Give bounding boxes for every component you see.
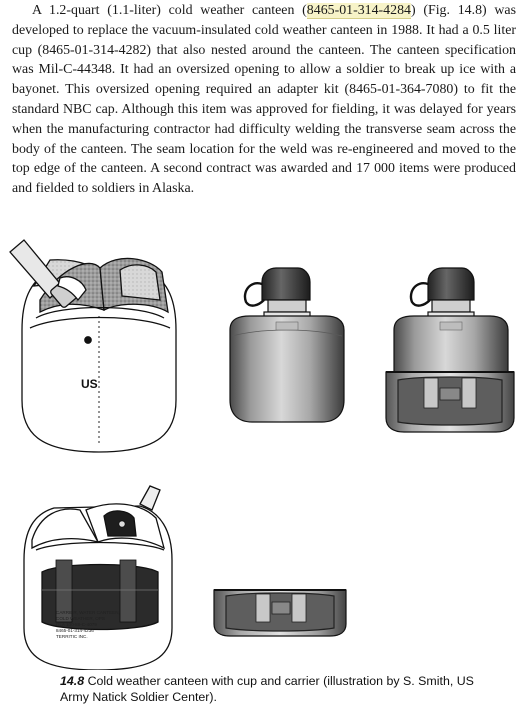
paragraph-text-rest: ) (Fig. 14.8) was developed to replace the vacuum-insulated cold weather canteen in 1988. It had a 0.5 liter cup (8465-01-314-4282) that also nested around the canteen. The canteen specification was Mil-C-44348. It had an oversized opening to allow a soldier to break up ice with a bayonet. This oversized opening required an adapter kit (8465-01-364-7080) to fit the standard NBC cap. Although this item was approved for fielding, it was delayed for years when the manufacturing contractor had difficulty welding the transverse seam across the body of the canteen. The seam location for the weld was re-engineered and moved to the top edge of the canteen. A second contract was awarded and 17 000 items were produced and fielded to soldiers in Alaska.	[12, 3, 516, 197]
carrier-front-illustration	[10, 240, 176, 452]
carrier-rear-illustration	[24, 486, 172, 670]
carrier-label-line-4: 8465-01-314-4236	[56, 628, 94, 633]
body-paragraph	[12, 1, 516, 199]
canteen-with-cup-illustration	[386, 268, 514, 432]
carrier-us-marking: US	[81, 377, 98, 391]
highlighted-nsn[interactable]: 8465-01-314-4284	[306, 3, 411, 18]
carrier-label-line-1: CARRIER, WATER CANTEEN,	[56, 610, 120, 615]
carrier-label-line-5: TERRITIC INC.	[56, 634, 88, 639]
caption-text: Cold weather canteen with cup and carrier (illustration by S. Smith, US Army Natick Soldier Center).	[60, 674, 474, 704]
carrier-label-line-2: COLD WEATHER, OPS	[56, 616, 105, 621]
figure-caption	[60, 674, 500, 705]
figure-illustration	[0, 228, 528, 670]
paragraph-text-start: A 1.2-quart (1.1-liter) cold weather canteen (	[32, 3, 307, 18]
cup-illustration	[214, 590, 346, 636]
carrier-label-line-3: DLA 100-89-C-4079	[56, 622, 97, 627]
canteen-illustration	[230, 268, 344, 422]
figure-number: 14.8	[60, 674, 85, 688]
